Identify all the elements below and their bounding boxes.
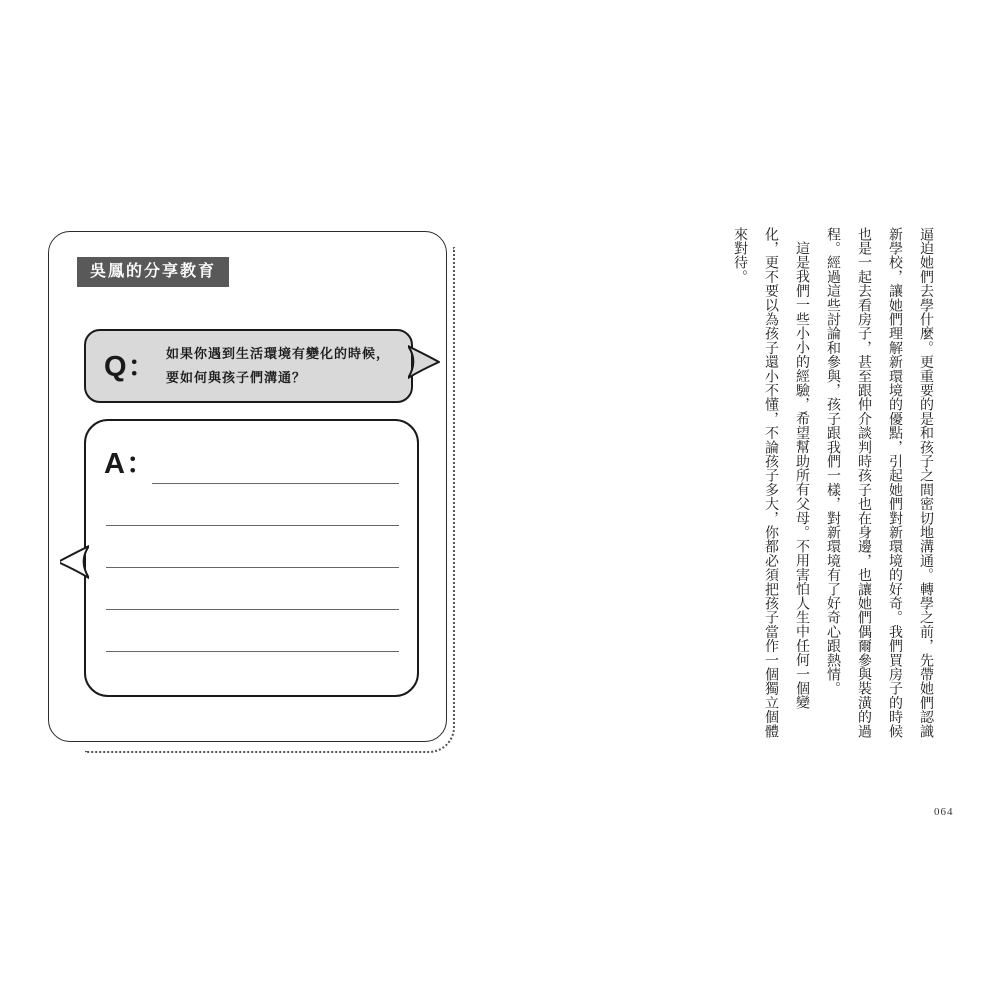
question-text bbox=[166, 342, 390, 390]
question-bubble bbox=[84, 329, 413, 403]
answer-line bbox=[106, 651, 399, 652]
question-label: Q： bbox=[104, 350, 158, 383]
body-text bbox=[724, 227, 941, 739]
text-column: 來對待。 bbox=[732, 227, 747, 284]
speech-tail-right-icon bbox=[408, 345, 441, 379]
text-column: 程。經過這些討論和參與，孩子跟我們一樣，對新環境有了好奇心跟熱情。 bbox=[825, 227, 840, 696]
answer-box bbox=[84, 419, 419, 697]
text-column: 這是我們一些小小的經驗，希望幫助所有父母。不用害怕人生中任何一個變 bbox=[794, 241, 809, 710]
text-column: 逼迫她們去學什麼。更重要的是和孩子之間密切地溝通。轉學之前，先帶她們認識 bbox=[918, 227, 933, 739]
worksheet-title: 吳鳳的分享教育 bbox=[77, 257, 229, 287]
answer-line bbox=[152, 483, 399, 484]
text-column: 也是一起去看房子，甚至跟仲介談判時孩子也在身邊，也讓她們偶爾參與裝潢的過 bbox=[856, 227, 871, 739]
answer-line bbox=[106, 525, 399, 526]
answer-line bbox=[106, 567, 399, 568]
text-column: 新學校，讓她們理解新環境的優點，引起她們對新環境的好奇。我們買房子的時候 bbox=[887, 227, 902, 739]
worksheet-card bbox=[48, 231, 447, 742]
question-line-2: 要如何與孩子們溝通？ bbox=[166, 370, 307, 385]
speech-tail-left-icon bbox=[60, 545, 89, 579]
question-line-1: 如果你遇到生活環境有變化的時候， bbox=[166, 346, 391, 361]
answer-label: A： bbox=[104, 448, 156, 480]
text-column: 化，更不要以為孩子還小不懂，不論孩子多大，你都必須把孩子當作一個獨立個體 bbox=[763, 227, 778, 739]
answer-line bbox=[106, 609, 399, 610]
page-number: 064 bbox=[934, 806, 954, 818]
